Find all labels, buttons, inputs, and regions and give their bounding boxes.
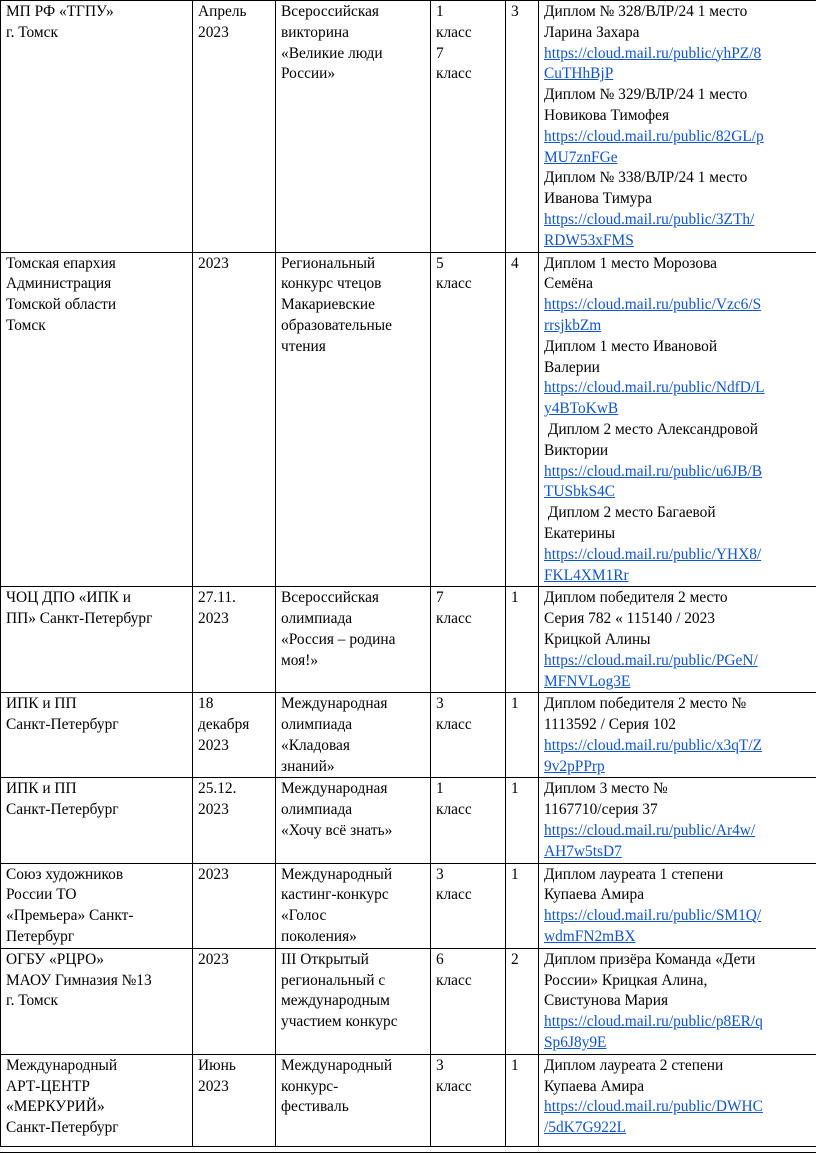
count-cell (506, 948, 539, 1054)
diploma-link[interactable]: https://cloud.mail.ru/public/Ar4w/ (544, 822, 756, 840)
org-line: МП РФ «ТГПУ» (6, 3, 114, 20)
grade-line: класс (436, 971, 472, 989)
table-row (1, 1, 816, 253)
diploma-link[interactable]: MU7znFGe (544, 148, 618, 166)
date-cell (193, 778, 276, 863)
org-line: Санкт-Петербург (6, 801, 119, 819)
diploma-entry (544, 588, 812, 692)
diploma-text: Диплом № 329/ВЛР/24 1 место (544, 86, 748, 104)
event-cell (276, 1054, 431, 1146)
count-cell (506, 863, 539, 948)
org-line: Томской области (6, 296, 117, 314)
org-line: ЧОЦ ДПО «ИПК и (6, 589, 131, 607)
diploma-entry (544, 694, 812, 777)
grade-line: 5 (436, 254, 444, 272)
results-cell (539, 1054, 816, 1146)
diploma-text: Диплом 3 место № (544, 780, 668, 798)
grade-cell (431, 863, 506, 948)
participant-count: 1 (511, 1056, 519, 1074)
org-line: Санкт-Петербург (6, 1119, 119, 1137)
grade-cell (431, 587, 506, 693)
diploma-entry (544, 1056, 812, 1139)
event-line: образовательные (281, 316, 392, 334)
diploma-link[interactable]: RDW53xFMS (544, 231, 634, 249)
event-cell (276, 693, 431, 778)
grade-line: 7 (436, 589, 444, 607)
event-line: III Открытый (281, 950, 369, 968)
date-line: Апрель (198, 3, 247, 20)
grade-line: класс (436, 716, 472, 734)
diploma-text: Серия 782 « 115140 / 2023 (544, 610, 715, 628)
event-line: моя!» (281, 651, 319, 669)
event-line: России» (281, 65, 336, 83)
table-row (1, 587, 816, 693)
event-line: чтения (281, 337, 326, 355)
diploma-link[interactable]: https://cloud.mail.ru/public/DWHC (544, 1098, 763, 1116)
participant-count: 1 (511, 695, 519, 713)
org-cell (1, 778, 193, 863)
results-cell (539, 778, 816, 863)
date-cell (193, 252, 276, 587)
event-line: фестиваль (281, 1098, 349, 1116)
diploma-link[interactable]: FKL4XM1Rr (544, 566, 629, 584)
diploma-link[interactable]: https://cloud.mail.ru/public/82GL/p (544, 127, 764, 145)
event-line: Всероссийская (281, 3, 380, 20)
event-line: поколения» (281, 928, 357, 946)
date-line: Июнь (198, 1056, 236, 1074)
diploma-link[interactable]: https://cloud.mail.ru/public/SM1Q/ (544, 907, 762, 925)
diploma-link[interactable]: /5dK7G922L (544, 1119, 627, 1137)
date-line: 27.11. (198, 589, 236, 607)
event-line: Макариевские (281, 296, 375, 314)
diploma-entry (544, 950, 812, 1054)
grade-line: класс (436, 886, 472, 904)
diploma-link[interactable]: https://cloud.mail.ru/public/p8ER/q (544, 1013, 763, 1031)
date-line: 2023 (198, 865, 229, 883)
diploma-link[interactable]: https://cloud.mail.ru/public/YHX8/ (544, 545, 762, 563)
table-row (1, 948, 816, 1054)
diploma-link[interactable]: https://cloud.mail.ru/public/NdfD/L (544, 379, 765, 397)
org-cell (1, 948, 193, 1054)
org-line: ОГБУ «РЦРО» (6, 950, 104, 968)
event-line: олимпиада (281, 610, 353, 628)
org-cell (1, 1054, 193, 1146)
event-line: олимпиада (281, 801, 353, 819)
grade-cell (431, 252, 506, 587)
diploma-link[interactable]: https://cloud.mail.ru/public/PGeN/ (544, 651, 758, 669)
org-line: Томск (6, 316, 46, 334)
diploma-entry (544, 503, 812, 586)
diploma-link[interactable]: Sp6J8y9E (544, 1034, 607, 1052)
participant-count: 3 (511, 3, 519, 20)
date-line: 18 (198, 695, 214, 713)
diploma-text: Крицкой Алины (544, 630, 651, 648)
diploma-text: Екатерины (544, 524, 616, 542)
results-cell (539, 1, 816, 253)
event-line: Региональный (281, 254, 376, 272)
diploma-link[interactable]: rrsjkbZm (544, 316, 602, 334)
org-cell (1, 1, 193, 253)
event-line: «Россия – родина (281, 630, 396, 648)
org-line: «Премьера» Санкт- (6, 907, 134, 925)
date-line: 2023 (198, 801, 229, 819)
event-cell (276, 863, 431, 948)
page-bottom-rule (0, 1152, 816, 1153)
diploma-text: Новикова Тимофея (544, 106, 670, 124)
diploma-text: Диплом победителя 2 место № (544, 695, 747, 713)
grade-line: класс (436, 801, 472, 819)
event-line: конкурс чтецов (281, 275, 382, 293)
diploma-link[interactable]: wdmFN2mBX (544, 928, 636, 946)
diploma-text: Диплом лауреата 1 степени (544, 865, 724, 883)
grade-cell (431, 1, 506, 253)
grade-cell (431, 778, 506, 863)
date-line: 25.12. (198, 780, 237, 798)
diploma-link[interactable]: https://cloud.mail.ru/public/yhPZ/8 (544, 44, 762, 62)
date-cell (193, 863, 276, 948)
count-cell (506, 1054, 539, 1146)
org-cell (1, 693, 193, 778)
diploma-text: Диплом 2 место Александровой (544, 420, 759, 438)
grade-line: 1 (436, 780, 444, 798)
event-line: Всероссийская (281, 589, 380, 607)
date-cell (193, 1, 276, 253)
org-line: Союз художников (6, 865, 124, 883)
org-line: «МЕРКУРИЙ» (6, 1098, 105, 1116)
grade-cell (431, 1054, 506, 1146)
date-cell (193, 1054, 276, 1146)
grade-line: класс (436, 1077, 472, 1095)
diploma-text: Купаева Амира (544, 886, 645, 904)
diploma-link[interactable]: https://cloud.mail.ru/public/x3qT/Z (544, 736, 763, 754)
table-body (1, 1, 816, 1147)
count-cell (506, 778, 539, 863)
grade-cell (431, 948, 506, 1054)
diploma-text: Диплом 2 место Багаевой (544, 504, 716, 522)
diploma-text: России» Крицкая Алина, (544, 971, 708, 989)
org-cell (1, 863, 193, 948)
event-cell (276, 778, 431, 863)
participant-count: 4 (511, 254, 519, 272)
event-cell (276, 1, 431, 253)
diploma-entry (544, 85, 812, 168)
diploma-text: Валерии (544, 358, 600, 376)
event-line: участием конкурс (281, 1013, 398, 1031)
grade-line: класс (436, 275, 472, 293)
diploma-entry (544, 865, 812, 948)
grade-line: 3 (436, 865, 444, 883)
org-line: Томская епархия (6, 254, 116, 272)
date-line: 2023 (198, 254, 229, 272)
grade-line: 3 (436, 1056, 444, 1074)
participant-count: 1 (511, 865, 519, 883)
event-line: региональный с (281, 971, 386, 989)
diploma-text: Виктории (544, 441, 609, 459)
grade-line: 3 (436, 695, 444, 713)
diploma-link[interactable]: CuTHhBjP (544, 65, 614, 83)
event-line: «Великие люди (281, 44, 383, 62)
org-cell (1, 587, 193, 693)
org-line: АРТ-ЦЕНТР (6, 1077, 90, 1095)
diploma-text: 1167710/серия 37 (544, 801, 658, 819)
participant-count: 1 (511, 589, 519, 607)
count-cell (506, 252, 539, 587)
date-cell (193, 693, 276, 778)
event-line: викторина (281, 23, 349, 41)
event-line: «Голос (281, 907, 327, 925)
grade-cell (431, 693, 506, 778)
diploma-link[interactable]: https://cloud.mail.ru/public/u6JB/B (544, 462, 763, 480)
diploma-text: Семёна (544, 275, 593, 293)
org-line: России ТО (6, 886, 77, 904)
date-line: 2023 (198, 610, 229, 628)
date-line: 2023 (198, 736, 229, 754)
diploma-text: 1113592 / Серия 102 (544, 716, 676, 734)
org-line: Санкт-Петербург (6, 716, 119, 734)
diploma-text: Диплом призёра Команда «Дети (544, 950, 756, 968)
event-cell (276, 587, 431, 693)
org-line: г. Томск (6, 23, 58, 41)
grade-line: класс (436, 610, 472, 628)
event-line: международным (281, 992, 390, 1010)
table-row (1, 1054, 816, 1146)
table-row (1, 693, 816, 778)
table-row (1, 863, 816, 948)
org-cell (1, 252, 193, 587)
event-line: Международная (281, 695, 388, 713)
participant-count: 2 (511, 950, 519, 968)
grade-line: класс (436, 65, 472, 83)
event-line: кастинг-конкурс (281, 886, 389, 904)
results-cell (539, 948, 816, 1054)
diploma-text: Ларина Захара (544, 23, 640, 41)
diploma-text: Иванова Тимура (544, 190, 652, 208)
org-line: ПП» Санкт-Петербург (6, 610, 153, 628)
event-line: конкурс- (281, 1077, 339, 1095)
diploma-text: Диплом 1 место Ивановой (544, 337, 718, 355)
date-line: 2023 (198, 23, 229, 41)
event-line: «Кладовая (281, 736, 350, 754)
org-line: ИПК и ПП (6, 780, 77, 798)
grade-line: 1 (436, 3, 444, 20)
event-line: Международный (281, 865, 393, 883)
table-row (1, 778, 816, 863)
diploma-text: Диплом № 328/ВЛР/24 1 место (544, 3, 748, 20)
diploma-link[interactable]: 9v2pPPrp (544, 757, 605, 775)
count-cell (506, 693, 539, 778)
diploma-entry (544, 2, 812, 85)
results-cell (539, 863, 816, 948)
diploma-text: Свистунова Мария (544, 992, 669, 1010)
diploma-text: Диплом 1 место Морозова (544, 254, 718, 272)
count-cell (506, 587, 539, 693)
org-line: Администрация (6, 275, 112, 293)
diploma-text: Диплом победителя 2 место (544, 589, 728, 607)
diploma-text: Диплом лауреата 2 степени (544, 1056, 724, 1074)
diploma-entry (544, 779, 812, 862)
event-line: «Хочу всё знать» (281, 822, 393, 840)
diploma-entry (544, 337, 812, 420)
org-line: г. Томск (6, 992, 58, 1010)
event-line: знаний» (281, 757, 335, 775)
grade-line: класс (436, 23, 472, 41)
date-line: декабря (198, 716, 250, 734)
event-line: олимпиада (281, 716, 353, 734)
date-line: 2023 (198, 950, 229, 968)
event-cell (276, 948, 431, 1054)
event-cell (276, 252, 431, 587)
results-cell (539, 693, 816, 778)
count-cell (506, 1, 539, 253)
diploma-link[interactable]: AH7w5tsD7 (544, 842, 622, 860)
diploma-link[interactable]: TUSbkS4C (544, 483, 615, 501)
date-line: 2023 (198, 1077, 229, 1095)
grade-line: 7 (436, 44, 444, 62)
diploma-entry (544, 420, 812, 503)
date-cell (193, 587, 276, 693)
org-line: Петербург (6, 928, 75, 946)
participant-count: 1 (511, 780, 519, 798)
diploma-text: Купаева Амира (544, 1077, 645, 1095)
results-cell (539, 587, 816, 693)
diploma-link[interactable]: https://cloud.mail.ru/public/Vzc6/S (544, 296, 762, 314)
grade-line: 6 (436, 950, 444, 968)
diploma-link[interactable]: https://cloud.mail.ru/public/3ZTh/ (544, 210, 755, 228)
event-line: Международный (281, 1056, 393, 1074)
diploma-entry (544, 168, 812, 251)
event-line: Международная (281, 780, 388, 798)
diploma-text: Диплом № 338/ВЛР/24 1 место (544, 169, 748, 187)
org-line: ИПК и ПП (6, 695, 77, 713)
org-line: МАОУ Гимназия №13 (6, 971, 152, 989)
date-cell (193, 948, 276, 1054)
results-cell (539, 252, 816, 587)
diploma-link[interactable]: MFNVLog3E (544, 672, 631, 690)
diploma-link[interactable]: y4BToKwB (544, 400, 619, 418)
org-line: Международный (6, 1056, 118, 1074)
table-row (1, 252, 816, 587)
diploma-entry (544, 254, 812, 337)
